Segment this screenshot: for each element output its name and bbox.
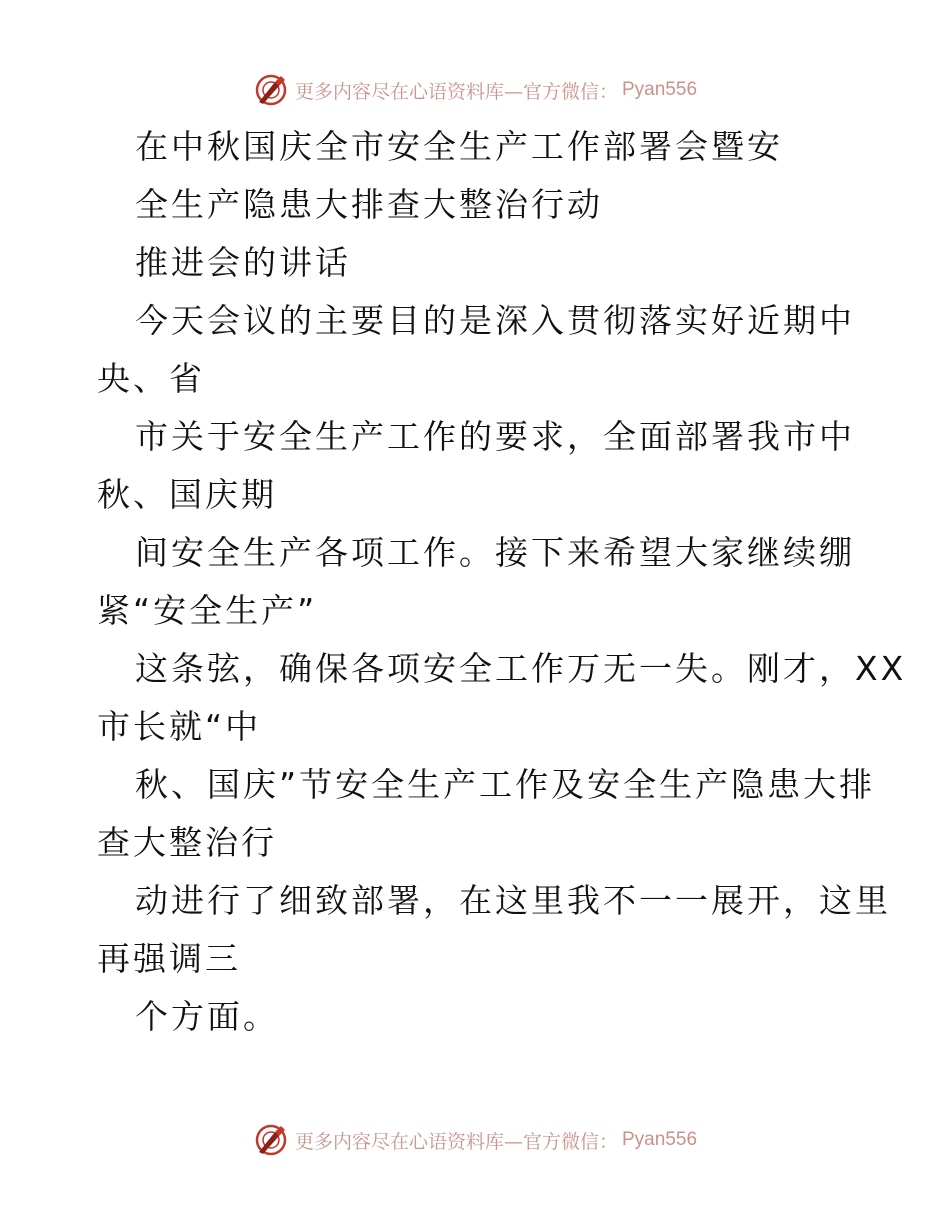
pen-logo-icon [253, 72, 289, 108]
text-line: 市关于安全生产工作的要求，全面部署我市中 [135, 417, 855, 456]
text-line: 个方面。 [135, 997, 279, 1036]
text-line: 紧“安全生产” [97, 591, 318, 630]
text-line: 秋、国庆期 [97, 475, 277, 514]
pen-logo-icon [253, 1122, 289, 1158]
text-line: 再强调三 [97, 939, 241, 978]
footer-watermark [0, 1120, 950, 1160]
watermark-handle: Pyan556 [622, 79, 698, 100]
text-line: 查大整治行 [97, 823, 277, 862]
text-line: 央、省 [97, 359, 205, 398]
text-line: 秋、国庆”节安全生产工作及安全生产隐患大排 [135, 765, 876, 804]
watermark-text: 更多内容尽在心语资料库—官方微信： [294, 80, 618, 103]
text-line: 推进会的讲话 [135, 243, 351, 282]
text-line: 这条弦，确保各项安全工作万无一失。刚才，XX [135, 649, 907, 688]
text-line: 动进行了细致部署，在这里我不一一展开，这里 [135, 881, 891, 920]
watermark-text: 更多内容尽在心语资料库—官方微信： [294, 1130, 618, 1153]
document-body [97, 118, 907, 1046]
text-line: 全生产隐患大排查大整治行动 [135, 185, 603, 224]
text-line: 在中秋国庆全市安全生产工作部署会暨安 [135, 127, 783, 166]
text-line: 今天会议的主要目的是深入贯彻落实好近期中 [135, 301, 855, 340]
header-watermark [0, 70, 950, 110]
text-line: 市长就“中 [97, 707, 262, 746]
text-line: 间安全生产各项工作。接下来希望大家继续绷 [135, 533, 855, 572]
watermark-handle: Pyan556 [622, 1129, 698, 1150]
